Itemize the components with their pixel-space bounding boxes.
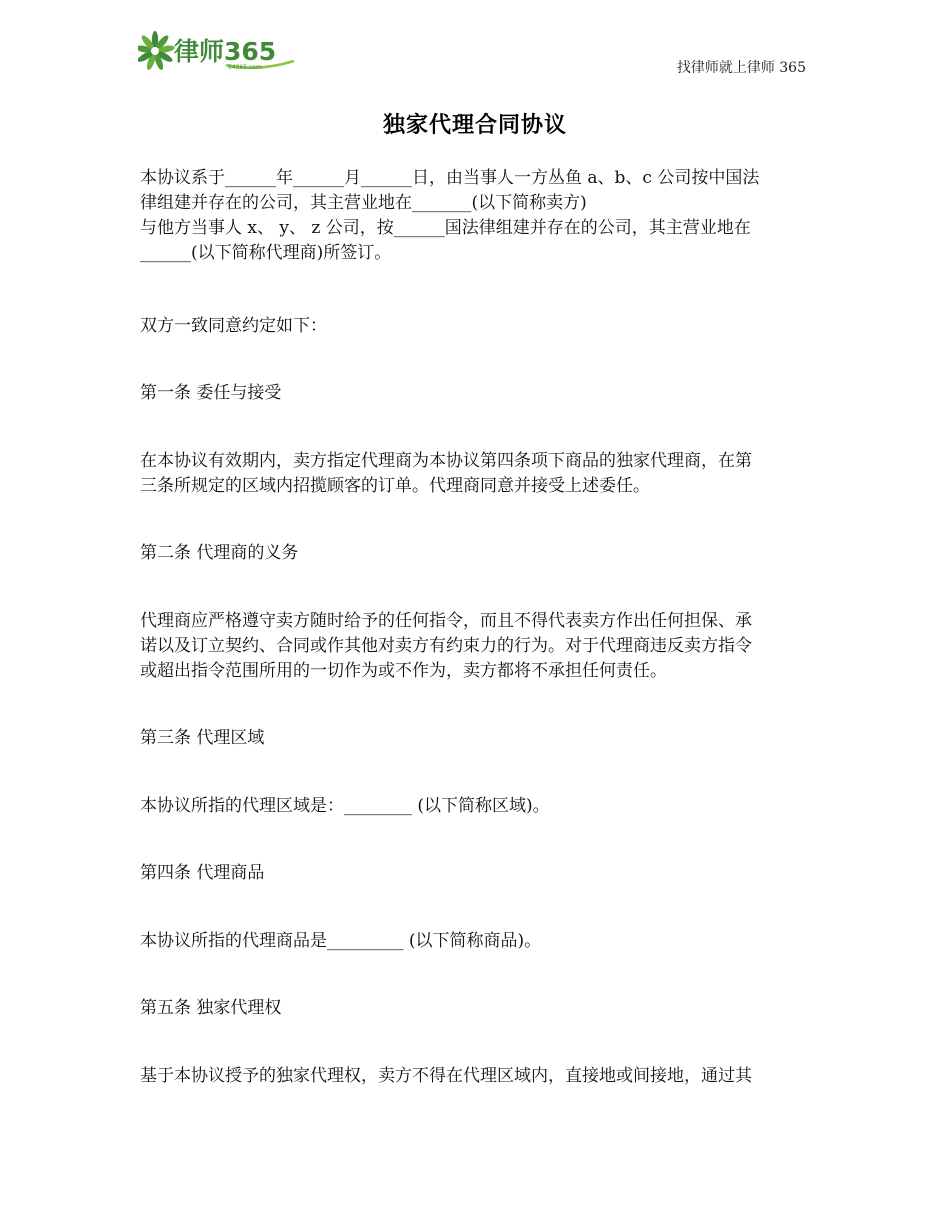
agreement-statement: 双方一致同意约定如下： xyxy=(140,316,327,336)
leaf-mark-icon xyxy=(138,31,175,71)
intro-line: 本协议系于______年______月______日，由当事人一方丛鱼 a、b、c 公司按中国法 xyxy=(140,168,760,188)
logo-subtext: 64365.com xyxy=(228,64,262,71)
article-5-text: 基于本协议授予的独家代理权，卖方不得在代理区域内，直接地或间接地，通过其 xyxy=(140,1066,752,1086)
article-2-text: 代理商应严格遵守卖方随时给予的任何指令，而且不得代表卖方作出任何担保、承 xyxy=(140,611,752,631)
article-1-text: 在本协议有效期内，卖方指定代理商为本协议第四条项下商品的独家代理商，在第 xyxy=(140,451,752,471)
article-2-text: 或超出指令范围所用的一切作为或不作为，卖方都将不承担任何责任。 xyxy=(140,661,667,681)
article-4-heading: 第四条 代理商品 xyxy=(140,863,265,883)
header-tagline: 找律师就上律师 365 xyxy=(676,60,806,76)
site-logo[interactable] xyxy=(138,30,308,74)
document-title: 独家代理合同协议 xyxy=(382,112,567,138)
logo-text: 律师365 xyxy=(174,37,277,66)
article-2-heading: 第二条 代理商的义务 xyxy=(140,543,299,563)
article-2-text: 诺以及订立契约、合同或作其他对卖方有约束力的行为。对于代理商违反卖方指令 xyxy=(140,636,752,656)
article-4-text: 本协议所指的代理商品是_________ (以下简称商品)。 xyxy=(140,931,542,951)
intro-line: 律组建并存在的公司，其主营业地在_______(以下简称卖方) xyxy=(140,193,587,213)
intro-line: 与他方当事人 x、 y、 z 公司，按______国法律组建并存在的公司，其主营业地在 xyxy=(140,218,751,238)
article-3-heading: 第三条 代理区域 xyxy=(140,728,265,748)
article-1-text: 三条所规定的区域内招揽顾客的订单。代理商同意并接受上述委任。 xyxy=(140,476,650,496)
document-body xyxy=(140,166,820,1089)
article-1-heading: 第一条 委任与接受 xyxy=(140,383,282,403)
logo-graphic xyxy=(138,30,308,74)
article-5-heading: 第五条 独家代理权 xyxy=(140,998,282,1018)
intro-line: ______(以下简称代理商)所签订。 xyxy=(140,243,392,263)
article-3-text: 本协议所指的代理区域是：________ (以下简称区域)。 xyxy=(140,796,550,816)
